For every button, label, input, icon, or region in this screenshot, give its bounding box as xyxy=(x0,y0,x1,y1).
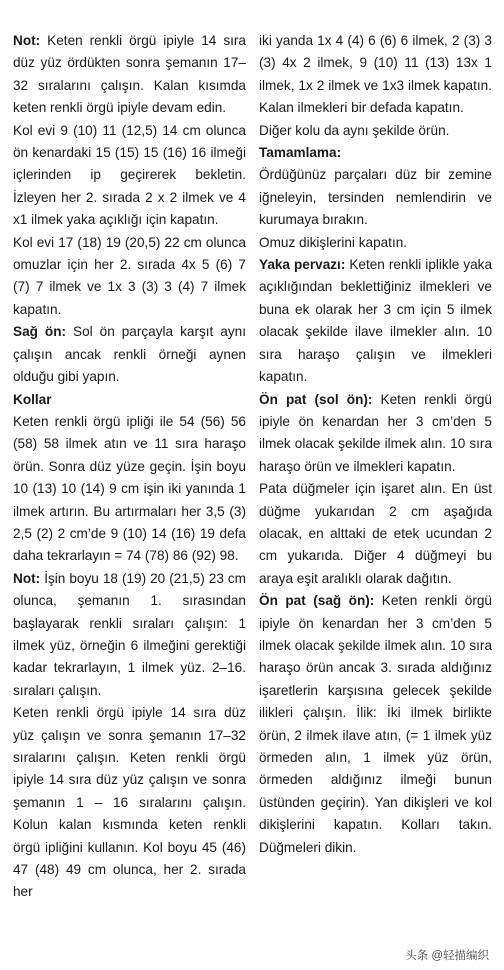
paragraph xyxy=(259,389,492,479)
paragraph-heading: Sağ ön: xyxy=(13,324,67,340)
section-heading-tamamlama: Tamamlama: xyxy=(259,145,342,161)
paragraph-heading: Ön pat (sağ ön): xyxy=(259,593,375,609)
paragraph xyxy=(259,232,492,254)
paragraph xyxy=(259,30,492,120)
paragraph xyxy=(13,120,246,232)
paragraph-text: Diğer kolu da aynı şekilde örün. xyxy=(259,122,450,138)
left-column xyxy=(13,30,246,970)
paragraph-text: Pata düğmeler için işaret alın. En üst düğme yukarıdan 2 cm aşağıda olacak, en alttaki de etek ucundan 2 cm yukarıda. Diğer 4 düğmeyi bu araya eşit aralıklı olarak dağıtın. xyxy=(259,481,492,586)
paragraph xyxy=(13,411,246,568)
paragraph xyxy=(13,321,246,388)
paragraph xyxy=(13,232,246,322)
paragraph-text: Keten renkli iplikle yaka açıklığından beklettiğiniz ilmekleri ve buna ek olarak her 3 cm için 5 ilmek olacak şekilde ilave ilmekler alın. 10 sıra haraşo çalışın ve ilmekleri kapatın. xyxy=(259,257,492,385)
paragraph xyxy=(13,568,246,702)
paragraph-text: Kol evi 17 (18) 19 (20,5) 22 cm olunca omuzlar için her 2. sırada 4x 5 (6) 7 (7) 7 ilmek ve 1x 3 (3) 3 (4) 7 ilmek kapatın. xyxy=(13,234,246,317)
paragraph xyxy=(13,702,246,904)
section-heading-kollar: Kollar xyxy=(13,391,52,407)
paragraph xyxy=(259,590,492,859)
watermark-text: 头条 @轻描编织 xyxy=(405,950,489,962)
paragraph-text: Keten renkli örgü ipiyle ön kenardan her 3 cm’den 5 ilmek olacak şekilde ilmek alın. 10 sıra haraşo örün ancak 3. sırada aldığınız işaretlerin karşısına gelecek şekilde ilikleri çalışın. İlik: İki ilmek birlikte örün, 2 ilmek ilave atın, (= 1 ilmek yüz örmeden alın, 1 ilmek yüz örün, örmeden aldığınız ilmeği bunun üstünden geçirin). Yan dikişleri ve kol dikişlerini kapatın. Kolları takın. Düğmeleri dikin. xyxy=(259,593,492,855)
paragraph xyxy=(259,254,492,388)
paragraph-text: Sol ön parçayla karşıt aynı çalışın ancak renkli örneği aynen olduğu gibi yapın. xyxy=(13,324,246,385)
paragraph-text: iki yanda 1x 4 (4) 6 (6) 6 ilmek, 2 (3) 3 (3) 4x 2 ilmek, 9 (10) 11 (13) 13x 1 ilmek, 1x 2 ilmek ve 1x3 ilmek kapatın. Kalan ilmekleri bir defada kapatın. xyxy=(259,33,492,116)
paragraph xyxy=(13,30,246,120)
paragraph-text: Keten renkli örgü ipiyle ön kenardan her 3 cm’den 5 ilmek olacak şekilde ilmek alın. 10 sıra haraşo örün ve ilmekleri kapatın. xyxy=(259,391,492,474)
paragraph-heading: Not: xyxy=(13,570,41,586)
paragraph xyxy=(259,164,492,231)
paragraph-text: Ördüğünüz parçaları düz bir zemine iğneleyin, tersinden nemlendirin ve kurumaya bırakın. xyxy=(259,167,492,228)
paragraph-heading: Not: xyxy=(13,33,41,48)
paragraph-heading: Ön pat (sol ön): xyxy=(259,391,373,407)
paragraph xyxy=(259,478,492,590)
paragraph-text: Keten renkli örgü ipliği ile 54 (56) 56 (58) 58 ilmek atın ve 11 sıra haraşo örün. Sonra düz yüze geçin. İşin boyu 10 (13) 10 (14) 9 cm işin iki yanında 1 ilmek artırın. Bu artırmaları her 3,5 (3) 2,5 (2) 2 cm’de 9 (10) 14 (16) 19 defa daha tekrarlayın = 74 (78) 86 (92) 98. xyxy=(13,413,246,564)
right-column xyxy=(259,30,492,970)
watermark xyxy=(402,946,492,964)
paragraph-text: Kol evi 9 (10) 11 (12,5) 14 cm olunca ön kenardaki 15 (15) 15 (16) 16 ilmeği içlerinden ip geçirerek bekletin. İzleyen her 2. sırada 2 x 2 ilmek ve 4 x1 ilmek yaka açıklığı için kapatın. xyxy=(13,122,246,228)
paragraph-text: Keten renkli örgü ipiyle 14 sıra düz yüz çalışın ve sonra şemanın 17–32 sıralarını çalışın. Keten renkli örgü ipiyle 14 sıra düz yüz çalışın ve sonra şemanın 1 – 16 sıralarını çalışın. Kolun kalan kısmında keten renkli örgü ipliğini kullanın. Kol boyu 45 (46) 47 (48) 49 cm olunca, her 2. sırada her xyxy=(13,705,246,900)
paragraph-text: İşin boyu 18 (19) 20 (21,5) 23 cm olunca, şemanın 1. sırasından başlayarak renkli sıraları çalışın: 1 ilmek yüz, örneğin 6 ilmeğini gerektiği kadar tekrarlayın, 1 ilmek yüz. 2–16. sıraları çalışın. xyxy=(13,570,246,698)
paragraph-text: Omuz dikişlerini kapatın. xyxy=(259,234,408,250)
paragraph-heading: Yaka pervazı: xyxy=(259,257,346,273)
paragraph-text: Keten renkli örgü ipiyle 14 sıra düz yüz ördükten sonra şemanın 17–32 sıralarını çalışın. Kalan kısımda keten renkli örgü ipiyle devam edin. xyxy=(13,33,246,116)
paragraph xyxy=(259,120,492,142)
